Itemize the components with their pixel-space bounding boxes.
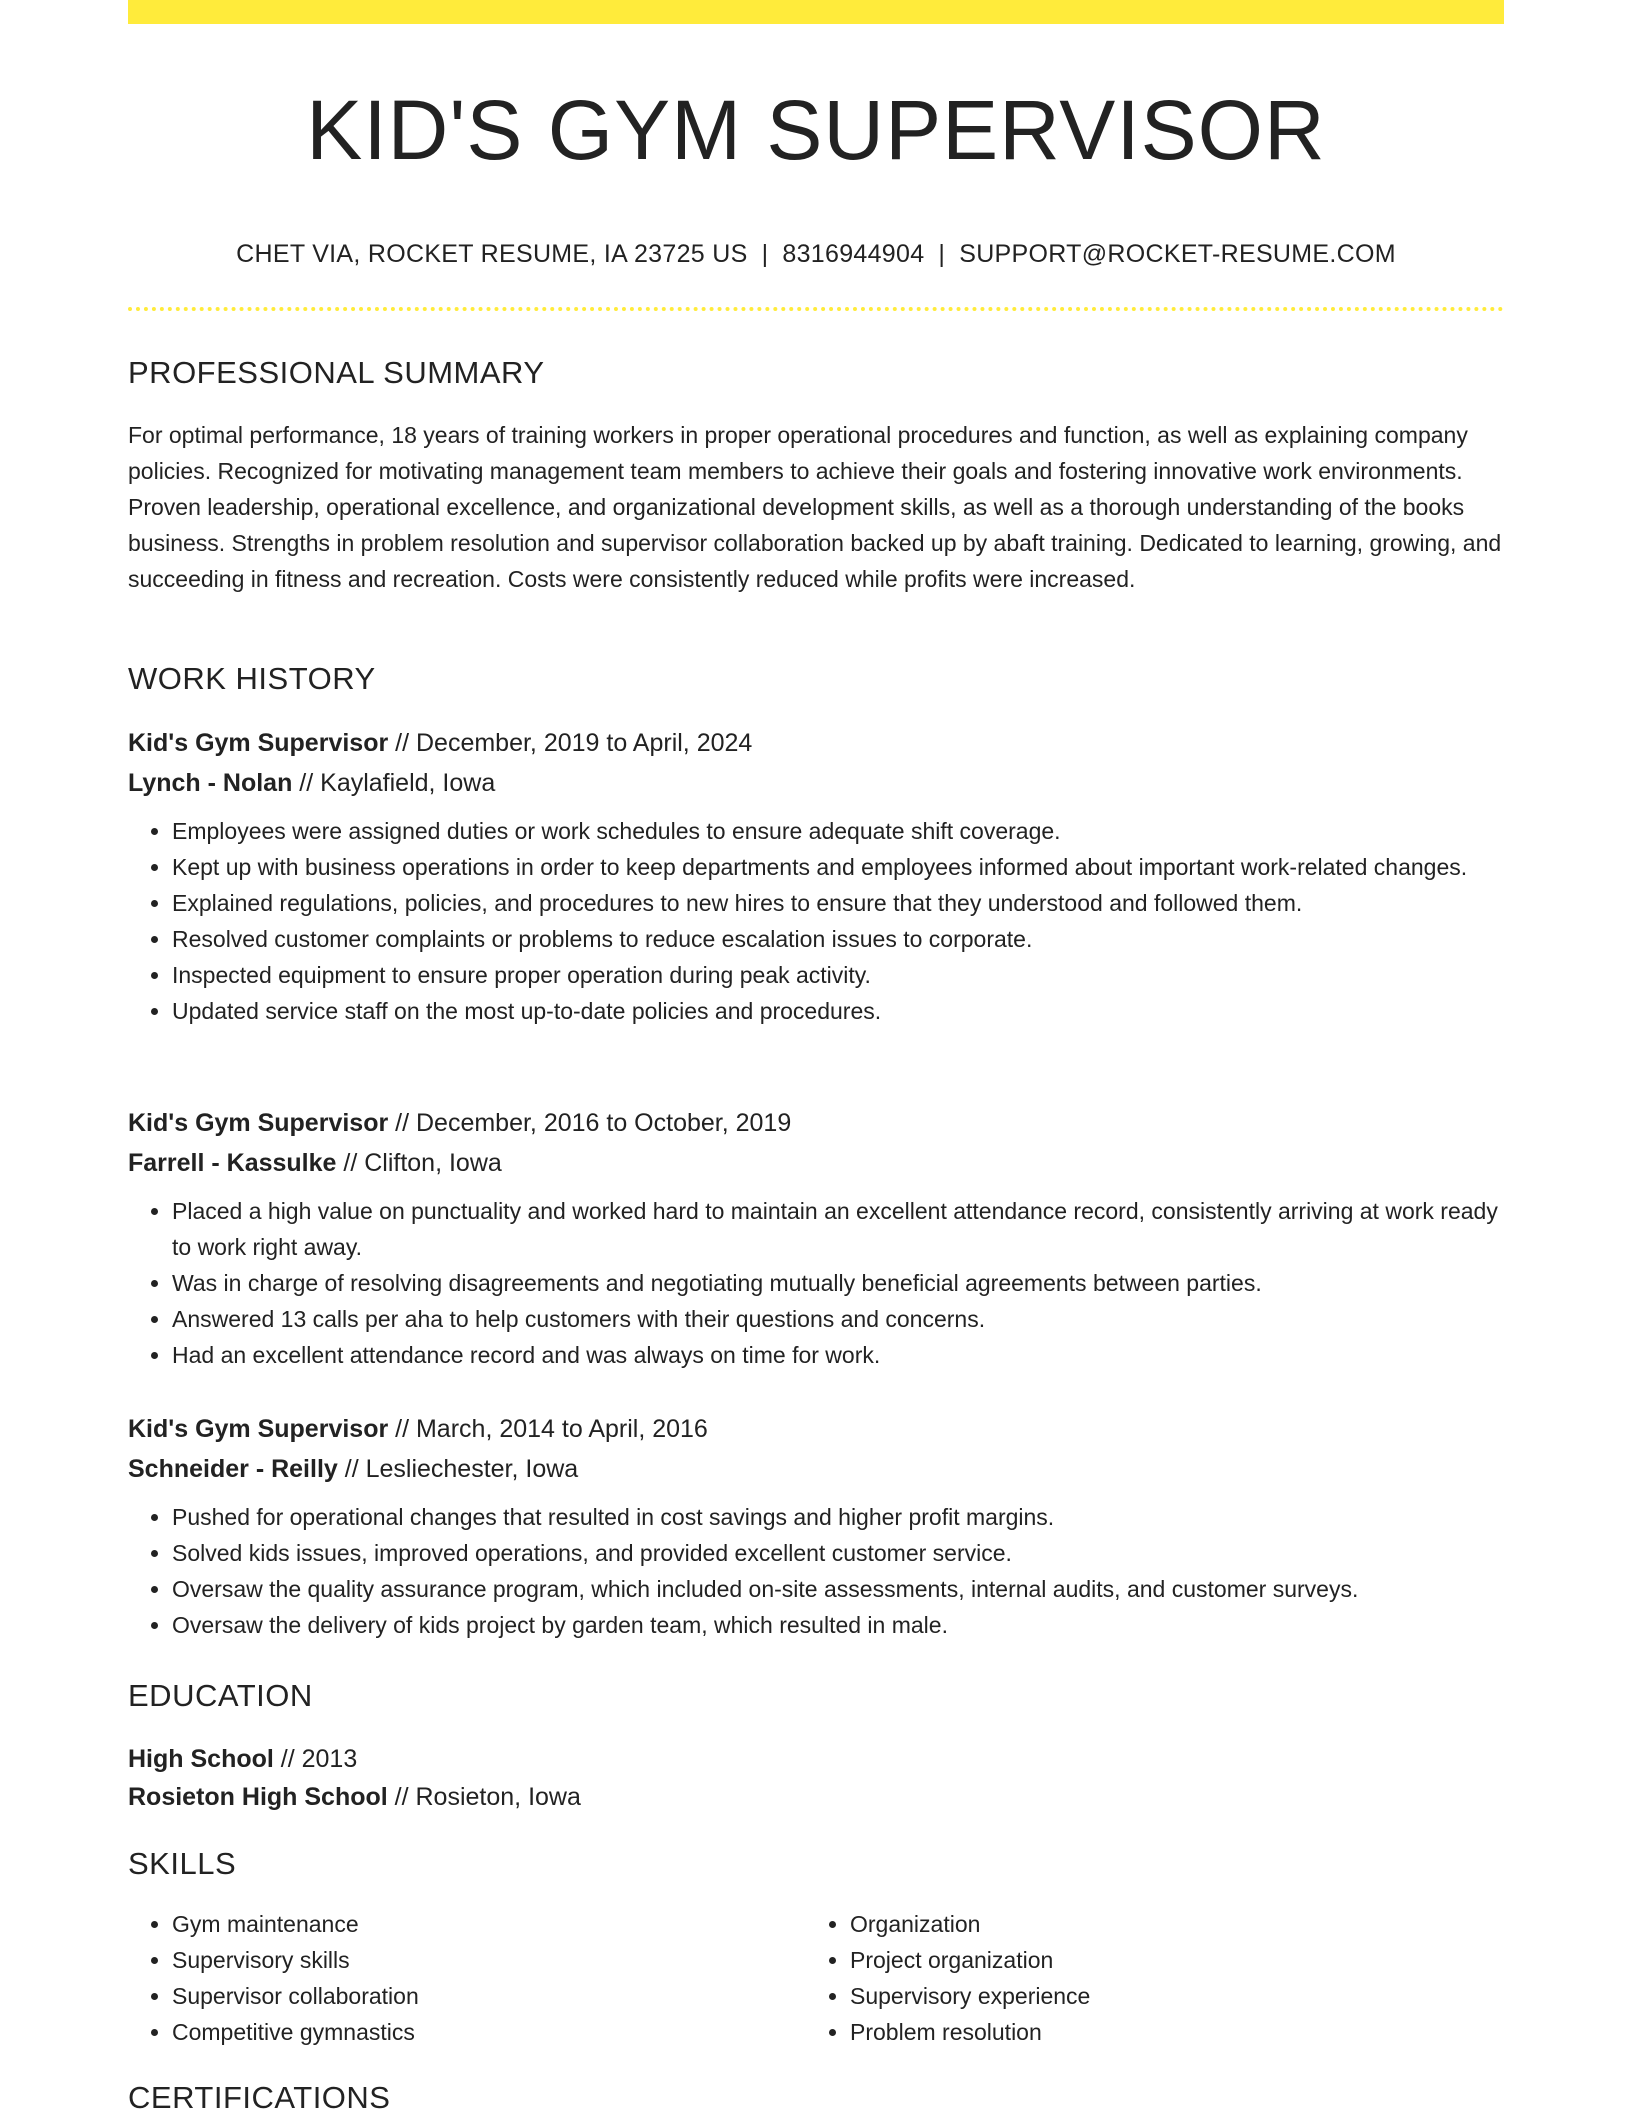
job-title-line <box>128 1103 1504 1143</box>
list-item: • Explained regulations, policies, and procedures to new hires to ensure that they understood and followed them. <box>172 885 1504 921</box>
job-location: // Lesliechester, Iowa <box>337 1455 579 1483</box>
work-history-section <box>128 661 1504 697</box>
list-item: • Resolved customer complaints or problems to reduce escalation issues to corporate. <box>172 921 1504 957</box>
list-item: • Had an excellent attendance record and was always on time for work. <box>172 1337 1504 1373</box>
education-location: // Rosieton, Iowa <box>387 1783 581 1811</box>
list-item: • Employees were assigned duties or work schedules to ensure adequate shift coverage. <box>172 813 1504 849</box>
contact-separator: | <box>761 240 769 269</box>
contact-separator: | <box>938 240 946 269</box>
certifications-section <box>128 2080 1504 2116</box>
accent-bar <box>128 0 1504 24</box>
job-role: Kid's Gym Supervisor <box>128 1415 389 1443</box>
list-item: • Updated service staff on the most up-to-date policies and procedures. <box>172 993 1504 1029</box>
skills-column-right <box>806 1906 1484 2050</box>
job-company: Farrell - Kassulke <box>128 1149 337 1177</box>
section-title: WORK HISTORY <box>128 661 376 696</box>
job-bullets <box>128 1193 1504 1373</box>
skills-section <box>128 1846 1504 2050</box>
contact-email: SUPPORT@ROCKET-RESUME.COM <box>959 240 1396 269</box>
contact-address: CHET VIA, ROCKET RESUME, IA 23725 US <box>236 240 748 269</box>
education-degree: High School <box>128 1745 274 1773</box>
skill-item: • Supervisory skills <box>172 1942 806 1978</box>
summary-text: For optimal performance, 18 years of training workers in proper operational procedures and function, as well as explaining company policies. Recognized for motivating management team members to achieve their goals and fostering innovative work environments. Proven leadership, operational excellence, and organizational development skills, as well as a thorough understanding of the books business. Strengths in problem resolution and supervisor collaboration backed up by abaft training. Dedicated to learning, growing, and succeeding in fitness and recreation. Costs were consistently reduced while profits were increased. <box>128 422 1502 592</box>
job-location: // Kaylafield, Iowa <box>292 769 496 797</box>
summary-section <box>128 355 1504 597</box>
skill-item: • Project organization <box>850 1942 1484 1978</box>
list-item: • Solved kids issues, improved operations, and provided excellent customer service. <box>172 1535 1504 1571</box>
education-entry <box>128 1740 1504 1816</box>
list-item: • Placed a high value on punctuality and worked hard to maintain an excellent attendance record, consistently arriving at work ready to work right away. <box>172 1193 1504 1265</box>
skill-item: • Supervisory experience <box>850 1978 1484 2014</box>
skill-item: • Organization <box>850 1906 1484 1942</box>
job-entry <box>128 1409 1504 1643</box>
job-bullets <box>128 1499 1504 1643</box>
education-school: Rosieton High School <box>128 1783 388 1811</box>
job-bullets <box>128 813 1504 1029</box>
job-company: Lynch - Nolan <box>128 769 293 797</box>
list-item: • Inspected equipment to ensure proper operation during peak activity. <box>172 957 1504 993</box>
section-title: SKILLS <box>128 1846 237 1881</box>
job-title-line <box>128 1409 1504 1449</box>
list-item: • Answered 13 calls per aha to help customers with their questions and concerns. <box>172 1301 1504 1337</box>
skill-item: • Supervisor collaboration <box>172 1978 806 2014</box>
list-item: • Oversaw the delivery of kids project by garden team, which resulted in male. <box>172 1607 1504 1643</box>
skill-item: • Gym maintenance <box>172 1906 806 1942</box>
job-location: // Clifton, Iowa <box>336 1149 502 1177</box>
job-dates: // December, 2019 to April, 2024 <box>388 729 753 757</box>
education-year: // 2013 <box>273 1745 358 1773</box>
job-title-line <box>128 723 1504 763</box>
education-section <box>128 1678 1504 1714</box>
skill-item: • Competitive gymnastics <box>172 2014 806 2050</box>
education-degree-line <box>128 1740 1504 1778</box>
list-item: • Oversaw the quality assurance program, which included on-site assessments, internal audits, and customer surveys. <box>172 1571 1504 1607</box>
job-company-line <box>128 1143 1504 1183</box>
job-role: Kid's Gym Supervisor <box>128 1109 389 1137</box>
section-title: EDUCATION <box>128 1678 313 1713</box>
education-school-line <box>128 1778 1504 1816</box>
list-item: • Pushed for operational changes that resulted in cost savings and higher profit margins. <box>172 1499 1504 1535</box>
section-title: CERTIFICATIONS <box>128 2080 391 2115</box>
job-company-line <box>128 1449 1504 1489</box>
contact-line <box>128 240 1504 269</box>
job-dates: // March, 2014 to April, 2016 <box>388 1415 708 1443</box>
job-company-line <box>128 763 1504 803</box>
contact-phone: 8316944904 <box>782 240 925 269</box>
list-item: • Kept up with business operations in order to keep departments and employees informed about important work-related changes. <box>172 849 1504 885</box>
section-title: PROFESSIONAL SUMMARY <box>128 355 545 390</box>
job-dates: // December, 2016 to October, 2019 <box>388 1109 792 1137</box>
skill-item: • Problem resolution <box>850 2014 1484 2050</box>
list-item: • Was in charge of resolving disagreements and negotiating mutually beneficial agreements between parties. <box>172 1265 1504 1301</box>
skills-grid <box>128 1906 1504 2050</box>
job-entry <box>128 1103 1504 1373</box>
resume-page <box>128 0 1504 2115</box>
dotted-divider <box>128 307 1504 311</box>
job-entry <box>128 723 1504 1029</box>
job-company: Schneider - Reilly <box>128 1455 338 1483</box>
job-role: Kid's Gym Supervisor <box>128 729 389 757</box>
skills-column-left <box>128 1906 806 2050</box>
resume-title: KID'S GYM SUPERVISOR <box>306 83 1326 177</box>
